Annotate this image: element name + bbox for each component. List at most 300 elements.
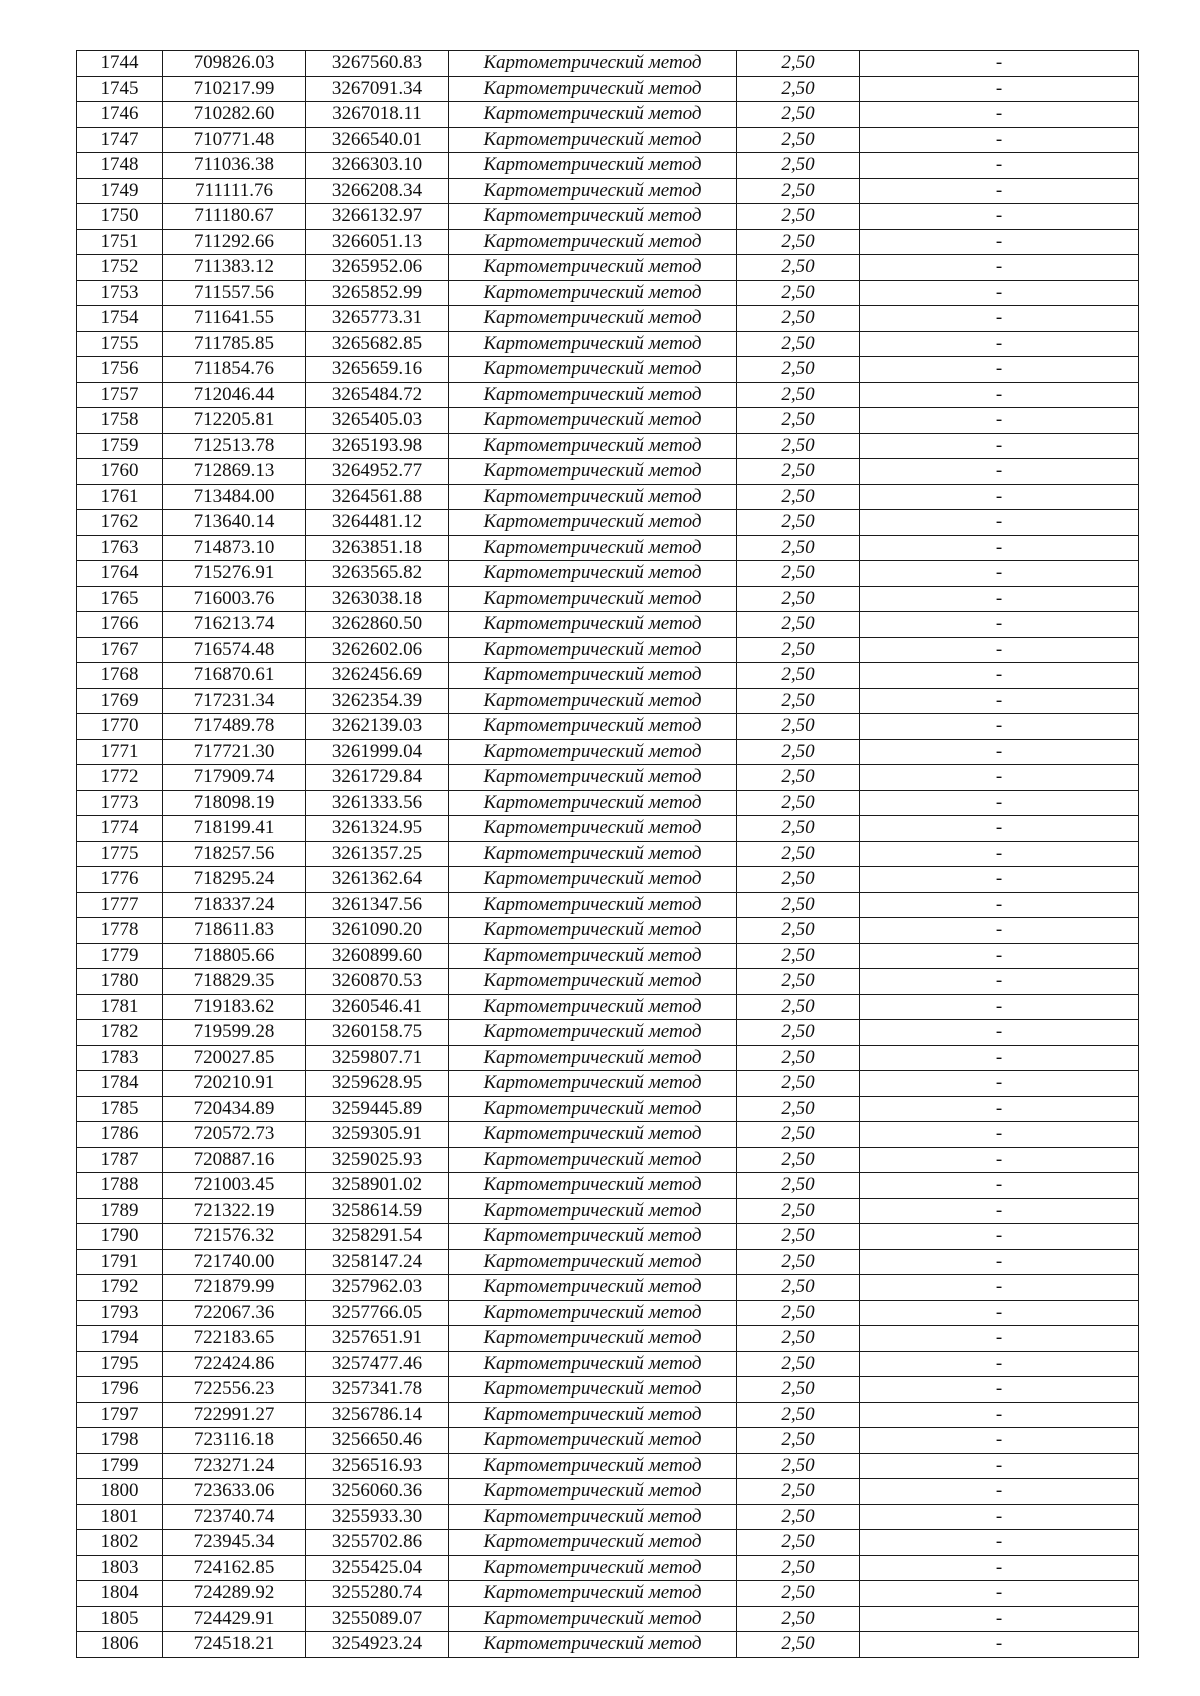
method-cell: Картометрический метод (449, 127, 737, 153)
table-row (77, 1173, 1139, 1199)
description-cell: - (860, 382, 1139, 408)
method-cell: Картометрический метод (449, 229, 737, 255)
y-coordinate-cell: 3263851.18 (306, 535, 449, 561)
description-cell: - (860, 510, 1139, 536)
point-number-cell: 1767 (77, 637, 163, 663)
accuracy-cell: 2,50 (737, 1530, 860, 1556)
table-row (77, 535, 1139, 561)
method-cell: Картометрический метод (449, 280, 737, 306)
description-cell: - (860, 612, 1139, 638)
x-coordinate-cell: 710217.99 (163, 76, 306, 102)
point-number-cell: 1752 (77, 255, 163, 281)
method-cell: Картометрический метод (449, 1402, 737, 1428)
accuracy-cell: 2,50 (737, 1581, 860, 1607)
x-coordinate-cell: 712869.13 (163, 459, 306, 485)
point-number-cell: 1764 (77, 561, 163, 587)
y-coordinate-cell: 3259628.95 (306, 1071, 449, 1097)
method-cell: Картометрический метод (449, 1173, 737, 1199)
method-cell: Картометрический метод (449, 535, 737, 561)
point-number-cell: 1788 (77, 1173, 163, 1199)
description-cell: - (860, 969, 1139, 995)
point-number-cell: 1757 (77, 382, 163, 408)
description-cell: - (860, 76, 1139, 102)
point-number-cell: 1805 (77, 1606, 163, 1632)
y-coordinate-cell: 3260870.53 (306, 969, 449, 995)
accuracy-cell: 2,50 (737, 433, 860, 459)
accuracy-cell: 2,50 (737, 663, 860, 689)
y-coordinate-cell: 3261357.25 (306, 841, 449, 867)
y-coordinate-cell: 3256516.93 (306, 1453, 449, 1479)
accuracy-cell: 2,50 (737, 918, 860, 944)
accuracy-cell: 2,50 (737, 1453, 860, 1479)
table-row (77, 357, 1139, 383)
table-row (77, 459, 1139, 485)
description-cell: - (860, 816, 1139, 842)
accuracy-cell: 2,50 (737, 331, 860, 357)
table-row (77, 1122, 1139, 1148)
accuracy-cell: 2,50 (737, 1555, 860, 1581)
description-cell: - (860, 1071, 1139, 1097)
y-coordinate-cell: 3265852.99 (306, 280, 449, 306)
y-coordinate-cell: 3262456.69 (306, 663, 449, 689)
table-row (77, 331, 1139, 357)
y-coordinate-cell: 3264952.77 (306, 459, 449, 485)
point-number-cell: 1796 (77, 1377, 163, 1403)
description-cell: - (860, 204, 1139, 230)
table-row (77, 1249, 1139, 1275)
description-cell: - (860, 867, 1139, 893)
description-cell: - (860, 586, 1139, 612)
y-coordinate-cell: 3260546.41 (306, 994, 449, 1020)
description-cell: - (860, 1096, 1139, 1122)
y-coordinate-cell: 3259025.93 (306, 1147, 449, 1173)
accuracy-cell: 2,50 (737, 1173, 860, 1199)
description-cell: - (860, 1351, 1139, 1377)
method-cell: Картометрический метод (449, 1555, 737, 1581)
table-row (77, 1479, 1139, 1505)
table-row (77, 841, 1139, 867)
point-number-cell: 1763 (77, 535, 163, 561)
point-number-cell: 1782 (77, 1020, 163, 1046)
table-row (77, 1581, 1139, 1607)
accuracy-cell: 2,50 (737, 1122, 860, 1148)
x-coordinate-cell: 716870.61 (163, 663, 306, 689)
y-coordinate-cell: 3263038.18 (306, 586, 449, 612)
y-coordinate-cell: 3265659.16 (306, 357, 449, 383)
table-row (77, 153, 1139, 179)
y-coordinate-cell: 3261090.20 (306, 918, 449, 944)
y-coordinate-cell: 3259305.91 (306, 1122, 449, 1148)
table-row (77, 76, 1139, 102)
method-cell: Картометрический метод (449, 178, 737, 204)
accuracy-cell: 2,50 (737, 1479, 860, 1505)
description-cell: - (860, 1275, 1139, 1301)
accuracy-cell: 2,50 (737, 510, 860, 536)
coordinates-table (76, 50, 1139, 1658)
table-row (77, 561, 1139, 587)
method-cell: Картометрический метод (449, 688, 737, 714)
table-row (77, 1020, 1139, 1046)
description-cell: - (860, 1326, 1139, 1352)
description-cell: - (860, 561, 1139, 587)
table-row (77, 306, 1139, 332)
y-coordinate-cell: 3266303.10 (306, 153, 449, 179)
description-cell: - (860, 1147, 1139, 1173)
method-cell: Картометрический метод (449, 484, 737, 510)
method-cell: Картометрический метод (449, 1045, 737, 1071)
method-cell: Картометрический метод (449, 637, 737, 663)
point-number-cell: 1775 (77, 841, 163, 867)
method-cell: Картометрический метод (449, 76, 737, 102)
point-number-cell: 1804 (77, 1581, 163, 1607)
method-cell: Картометрический метод (449, 1632, 737, 1658)
y-coordinate-cell: 3265682.85 (306, 331, 449, 357)
x-coordinate-cell: 722067.36 (163, 1300, 306, 1326)
table-row (77, 1147, 1139, 1173)
x-coordinate-cell: 709826.03 (163, 51, 306, 77)
point-number-cell: 1771 (77, 739, 163, 765)
point-number-cell: 1751 (77, 229, 163, 255)
description-cell: - (860, 102, 1139, 128)
y-coordinate-cell: 3257477.46 (306, 1351, 449, 1377)
y-coordinate-cell: 3256650.46 (306, 1428, 449, 1454)
point-number-cell: 1795 (77, 1351, 163, 1377)
table-row (77, 790, 1139, 816)
point-number-cell: 1780 (77, 969, 163, 995)
x-coordinate-cell: 723116.18 (163, 1428, 306, 1454)
description-cell: - (860, 663, 1139, 689)
accuracy-cell: 2,50 (737, 841, 860, 867)
y-coordinate-cell: 3259807.71 (306, 1045, 449, 1071)
point-number-cell: 1778 (77, 918, 163, 944)
table-row (77, 1453, 1139, 1479)
y-coordinate-cell: 3261729.84 (306, 765, 449, 791)
x-coordinate-cell: 710282.60 (163, 102, 306, 128)
accuracy-cell: 2,50 (737, 1300, 860, 1326)
x-coordinate-cell: 713484.00 (163, 484, 306, 510)
method-cell: Картометрический метод (449, 1020, 737, 1046)
table-row (77, 280, 1139, 306)
accuracy-cell: 2,50 (737, 1198, 860, 1224)
point-number-cell: 1785 (77, 1096, 163, 1122)
y-coordinate-cell: 3267018.11 (306, 102, 449, 128)
x-coordinate-cell: 720027.85 (163, 1045, 306, 1071)
y-coordinate-cell: 3265405.03 (306, 408, 449, 434)
point-number-cell: 1773 (77, 790, 163, 816)
accuracy-cell: 2,50 (737, 1377, 860, 1403)
method-cell: Картометрический метод (449, 765, 737, 791)
accuracy-cell: 2,50 (737, 816, 860, 842)
y-coordinate-cell: 3255933.30 (306, 1504, 449, 1530)
point-number-cell: 1806 (77, 1632, 163, 1658)
table-row (77, 102, 1139, 128)
y-coordinate-cell: 3266132.97 (306, 204, 449, 230)
table-row (77, 1632, 1139, 1658)
x-coordinate-cell: 718805.66 (163, 943, 306, 969)
table-row (77, 1300, 1139, 1326)
accuracy-cell: 2,50 (737, 612, 860, 638)
method-cell: Картометрический метод (449, 433, 737, 459)
method-cell: Картометрический метод (449, 663, 737, 689)
point-number-cell: 1744 (77, 51, 163, 77)
description-cell: - (860, 790, 1139, 816)
table-row (77, 663, 1139, 689)
accuracy-cell: 2,50 (737, 867, 860, 893)
method-cell: Картометрический метод (449, 510, 737, 536)
x-coordinate-cell: 718257.56 (163, 841, 306, 867)
point-number-cell: 1779 (77, 943, 163, 969)
y-coordinate-cell: 3258291.54 (306, 1224, 449, 1250)
y-coordinate-cell: 3257341.78 (306, 1377, 449, 1403)
y-coordinate-cell: 3255280.74 (306, 1581, 449, 1607)
point-number-cell: 1797 (77, 1402, 163, 1428)
accuracy-cell: 2,50 (737, 229, 860, 255)
table-row (77, 637, 1139, 663)
table-row (77, 510, 1139, 536)
y-coordinate-cell: 3261324.95 (306, 816, 449, 842)
method-cell: Картометрический метод (449, 102, 737, 128)
table-row (77, 765, 1139, 791)
x-coordinate-cell: 722424.86 (163, 1351, 306, 1377)
x-coordinate-cell: 721879.99 (163, 1275, 306, 1301)
point-number-cell: 1768 (77, 663, 163, 689)
table-row (77, 1326, 1139, 1352)
description-cell: - (860, 1045, 1139, 1071)
accuracy-cell: 2,50 (737, 561, 860, 587)
x-coordinate-cell: 718098.19 (163, 790, 306, 816)
method-cell: Картометрический метод (449, 867, 737, 893)
x-coordinate-cell: 717489.78 (163, 714, 306, 740)
accuracy-cell: 2,50 (737, 1606, 860, 1632)
y-coordinate-cell: 3266540.01 (306, 127, 449, 153)
x-coordinate-cell: 721003.45 (163, 1173, 306, 1199)
table-row (77, 1504, 1139, 1530)
description-cell: - (860, 1504, 1139, 1530)
accuracy-cell: 2,50 (737, 714, 860, 740)
method-cell: Картометрический метод (449, 306, 737, 332)
x-coordinate-cell: 717231.34 (163, 688, 306, 714)
accuracy-cell: 2,50 (737, 1351, 860, 1377)
point-number-cell: 1790 (77, 1224, 163, 1250)
description-cell: - (860, 739, 1139, 765)
method-cell: Картометрический метод (449, 739, 737, 765)
x-coordinate-cell: 724518.21 (163, 1632, 306, 1658)
point-number-cell: 1770 (77, 714, 163, 740)
x-coordinate-cell: 710771.48 (163, 127, 306, 153)
point-number-cell: 1800 (77, 1479, 163, 1505)
point-number-cell: 1745 (77, 76, 163, 102)
method-cell: Картометрический метод (449, 1479, 737, 1505)
table-row (77, 1096, 1139, 1122)
method-cell: Картометрический метод (449, 1122, 737, 1148)
table-row (77, 1377, 1139, 1403)
y-coordinate-cell: 3267560.83 (306, 51, 449, 77)
point-number-cell: 1799 (77, 1453, 163, 1479)
x-coordinate-cell: 711383.12 (163, 255, 306, 281)
point-number-cell: 1783 (77, 1045, 163, 1071)
x-coordinate-cell: 718337.24 (163, 892, 306, 918)
accuracy-cell: 2,50 (737, 51, 860, 77)
x-coordinate-cell: 718199.41 (163, 816, 306, 842)
point-number-cell: 1789 (77, 1198, 163, 1224)
description-cell: - (860, 918, 1139, 944)
point-number-cell: 1772 (77, 765, 163, 791)
y-coordinate-cell: 3262354.39 (306, 688, 449, 714)
method-cell: Картометрический метод (449, 1147, 737, 1173)
accuracy-cell: 2,50 (737, 178, 860, 204)
accuracy-cell: 2,50 (737, 994, 860, 1020)
point-number-cell: 1769 (77, 688, 163, 714)
x-coordinate-cell: 722556.23 (163, 1377, 306, 1403)
point-number-cell: 1753 (77, 280, 163, 306)
table-row (77, 1402, 1139, 1428)
accuracy-cell: 2,50 (737, 484, 860, 510)
accuracy-cell: 2,50 (737, 535, 860, 561)
table-row (77, 969, 1139, 995)
accuracy-cell: 2,50 (737, 1071, 860, 1097)
table-row (77, 1198, 1139, 1224)
description-cell: - (860, 408, 1139, 434)
x-coordinate-cell: 714873.10 (163, 535, 306, 561)
accuracy-cell: 2,50 (737, 688, 860, 714)
description-cell: - (860, 280, 1139, 306)
accuracy-cell: 2,50 (737, 459, 860, 485)
method-cell: Картометрический метод (449, 1198, 737, 1224)
point-number-cell: 1784 (77, 1071, 163, 1097)
table-row (77, 943, 1139, 969)
description-cell: - (860, 535, 1139, 561)
y-coordinate-cell: 3261362.64 (306, 867, 449, 893)
description-cell: - (860, 127, 1139, 153)
table-row (77, 1351, 1139, 1377)
accuracy-cell: 2,50 (737, 1045, 860, 1071)
point-number-cell: 1758 (77, 408, 163, 434)
table-row (77, 1224, 1139, 1250)
accuracy-cell: 2,50 (737, 586, 860, 612)
x-coordinate-cell: 723633.06 (163, 1479, 306, 1505)
description-cell: - (860, 1224, 1139, 1250)
method-cell: Картометрический метод (449, 357, 737, 383)
y-coordinate-cell: 3265773.31 (306, 306, 449, 332)
method-cell: Картометрический метод (449, 1581, 737, 1607)
y-coordinate-cell: 3261333.56 (306, 790, 449, 816)
x-coordinate-cell: 712513.78 (163, 433, 306, 459)
accuracy-cell: 2,50 (737, 892, 860, 918)
table-row (77, 1555, 1139, 1581)
method-cell: Картометрический метод (449, 1453, 737, 1479)
description-cell: - (860, 51, 1139, 77)
x-coordinate-cell: 716213.74 (163, 612, 306, 638)
description-cell: - (860, 994, 1139, 1020)
x-coordinate-cell: 711785.85 (163, 331, 306, 357)
x-coordinate-cell: 711111.76 (163, 178, 306, 204)
table-row (77, 714, 1139, 740)
method-cell: Картометрический метод (449, 1224, 737, 1250)
accuracy-cell: 2,50 (737, 280, 860, 306)
description-cell: - (860, 1402, 1139, 1428)
x-coordinate-cell: 711036.38 (163, 153, 306, 179)
description-cell: - (860, 1300, 1139, 1326)
accuracy-cell: 2,50 (737, 382, 860, 408)
y-coordinate-cell: 3264481.12 (306, 510, 449, 536)
table-row (77, 484, 1139, 510)
table-row (77, 1530, 1139, 1556)
table-row (77, 994, 1139, 1020)
point-number-cell: 1754 (77, 306, 163, 332)
description-cell: - (860, 229, 1139, 255)
point-number-cell: 1802 (77, 1530, 163, 1556)
accuracy-cell: 2,50 (737, 408, 860, 434)
table-row (77, 612, 1139, 638)
y-coordinate-cell: 3261347.56 (306, 892, 449, 918)
table-row (77, 51, 1139, 77)
x-coordinate-cell: 716574.48 (163, 637, 306, 663)
description-cell: - (860, 153, 1139, 179)
x-coordinate-cell: 715276.91 (163, 561, 306, 587)
method-cell: Картометрический метод (449, 408, 737, 434)
point-number-cell: 1791 (77, 1249, 163, 1275)
description-cell: - (860, 1479, 1139, 1505)
y-coordinate-cell: 3266051.13 (306, 229, 449, 255)
accuracy-cell: 2,50 (737, 1147, 860, 1173)
point-number-cell: 1766 (77, 612, 163, 638)
point-number-cell: 1765 (77, 586, 163, 612)
table-row (77, 688, 1139, 714)
y-coordinate-cell: 3254923.24 (306, 1632, 449, 1658)
point-number-cell: 1748 (77, 153, 163, 179)
point-number-cell: 1761 (77, 484, 163, 510)
x-coordinate-cell: 718295.24 (163, 867, 306, 893)
accuracy-cell: 2,50 (737, 1632, 860, 1658)
x-coordinate-cell: 721576.32 (163, 1224, 306, 1250)
table-row (77, 229, 1139, 255)
description-cell: - (860, 178, 1139, 204)
method-cell: Картометрический метод (449, 561, 737, 587)
x-coordinate-cell: 711641.55 (163, 306, 306, 332)
x-coordinate-cell: 716003.76 (163, 586, 306, 612)
point-number-cell: 1759 (77, 433, 163, 459)
accuracy-cell: 2,50 (737, 739, 860, 765)
table-row (77, 816, 1139, 842)
accuracy-cell: 2,50 (737, 1402, 860, 1428)
y-coordinate-cell: 3262860.50 (306, 612, 449, 638)
point-number-cell: 1747 (77, 127, 163, 153)
description-cell: - (860, 1249, 1139, 1275)
x-coordinate-cell: 724162.85 (163, 1555, 306, 1581)
y-coordinate-cell: 3260158.75 (306, 1020, 449, 1046)
x-coordinate-cell: 723271.24 (163, 1453, 306, 1479)
description-cell: - (860, 1122, 1139, 1148)
y-coordinate-cell: 3265193.98 (306, 433, 449, 459)
y-coordinate-cell: 3256060.36 (306, 1479, 449, 1505)
description-cell: - (860, 1530, 1139, 1556)
point-number-cell: 1801 (77, 1504, 163, 1530)
method-cell: Картометрический метод (449, 255, 737, 281)
table-row (77, 739, 1139, 765)
description-cell: - (860, 1555, 1139, 1581)
method-cell: Картометрический метод (449, 790, 737, 816)
y-coordinate-cell: 3265952.06 (306, 255, 449, 281)
description-cell: - (860, 1581, 1139, 1607)
method-cell: Картометрический метод (449, 1275, 737, 1301)
description-cell: - (860, 484, 1139, 510)
description-cell: - (860, 943, 1139, 969)
x-coordinate-cell: 723740.74 (163, 1504, 306, 1530)
description-cell: - (860, 765, 1139, 791)
point-number-cell: 1746 (77, 102, 163, 128)
method-cell: Картометрический метод (449, 714, 737, 740)
table-row (77, 586, 1139, 612)
